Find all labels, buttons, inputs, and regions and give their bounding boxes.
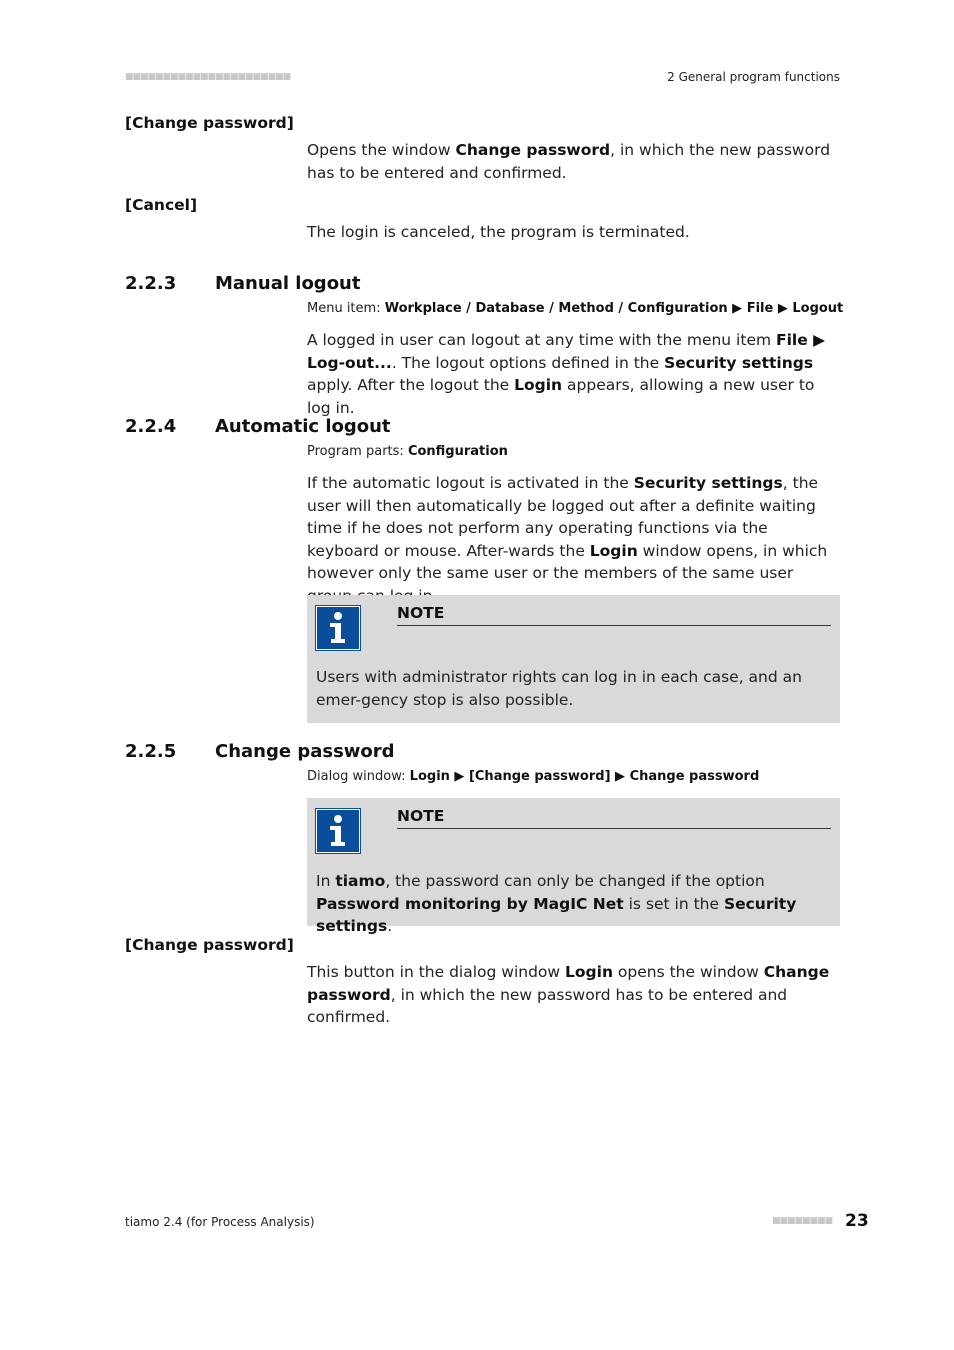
change-password-button-description: This button in the dialog window Login opens the window Change password, in which the new password has to be entered and confirmed. [307,963,830,1026]
heading-manual-logout: 2.2.3 Manual logout [125,273,361,294]
header-decoration: ■■■■■■■■■■■■■■■■■■■■■■ [125,72,291,82]
term-change-password: [Change password] [125,114,294,132]
term-change-password-2: [Change password] [125,936,294,954]
program-parts-automatic-logout: Program parts: Configuration [307,444,508,459]
info-icon [316,809,360,853]
note-title: NOTE [397,807,831,829]
note-box-admin [307,595,840,723]
note-box-password [307,798,840,935]
note-text: Users with administrator rights can log in in each case, and an emer-gency stop is also possible. [316,668,802,709]
note-title: NOTE [397,604,831,626]
manual-logout-paragraph: A logged in user can logout at any time with the menu item File ▶ Log-out.... The logout options defined in the Security settings apply. After the logout the Login appears, allowing a new user to log in. [307,331,826,417]
footer-decoration: ■■■■■■■■ [772,1216,833,1226]
cancel-description: The login is canceled, the program is terminated. [307,223,690,241]
heading-automatic-logout: 2.2.4 Automatic logout [125,416,391,437]
footer-product: tiamo 2.4 (for Process Analysis) [125,1215,315,1229]
heading-change-password: 2.2.5 Change password [125,741,395,762]
term-cancel: [Cancel] [125,196,198,214]
note-text: In tiamo, the password can only be changed if the option Password monitoring by MagIC Net is set in the Security settings. [316,872,797,935]
info-icon [316,606,360,650]
page-number: 23 [845,1211,869,1231]
menu-path-manual-logout: Menu item: Workplace / Database / Method / Configuration ▶ File ▶ Logout [307,301,844,316]
chapter-title: 2 General program functions [667,70,840,84]
change-password-description: Opens the window Change password, in which the new password has to be entered and confirmed. [307,141,831,182]
automatic-logout-paragraph: If the automatic logout is activated in the Security settings, the user will then automatically be logged out after a definite waiting time if he does not perform any operating functions via the keyboard or mouse. After-wards the Login window opens, in which however only the same user or the members of the same user [307,474,828,582]
dialog-path-change-password: Dialog window: Login ▶ [Change password] ▶ Change password [307,769,760,784]
